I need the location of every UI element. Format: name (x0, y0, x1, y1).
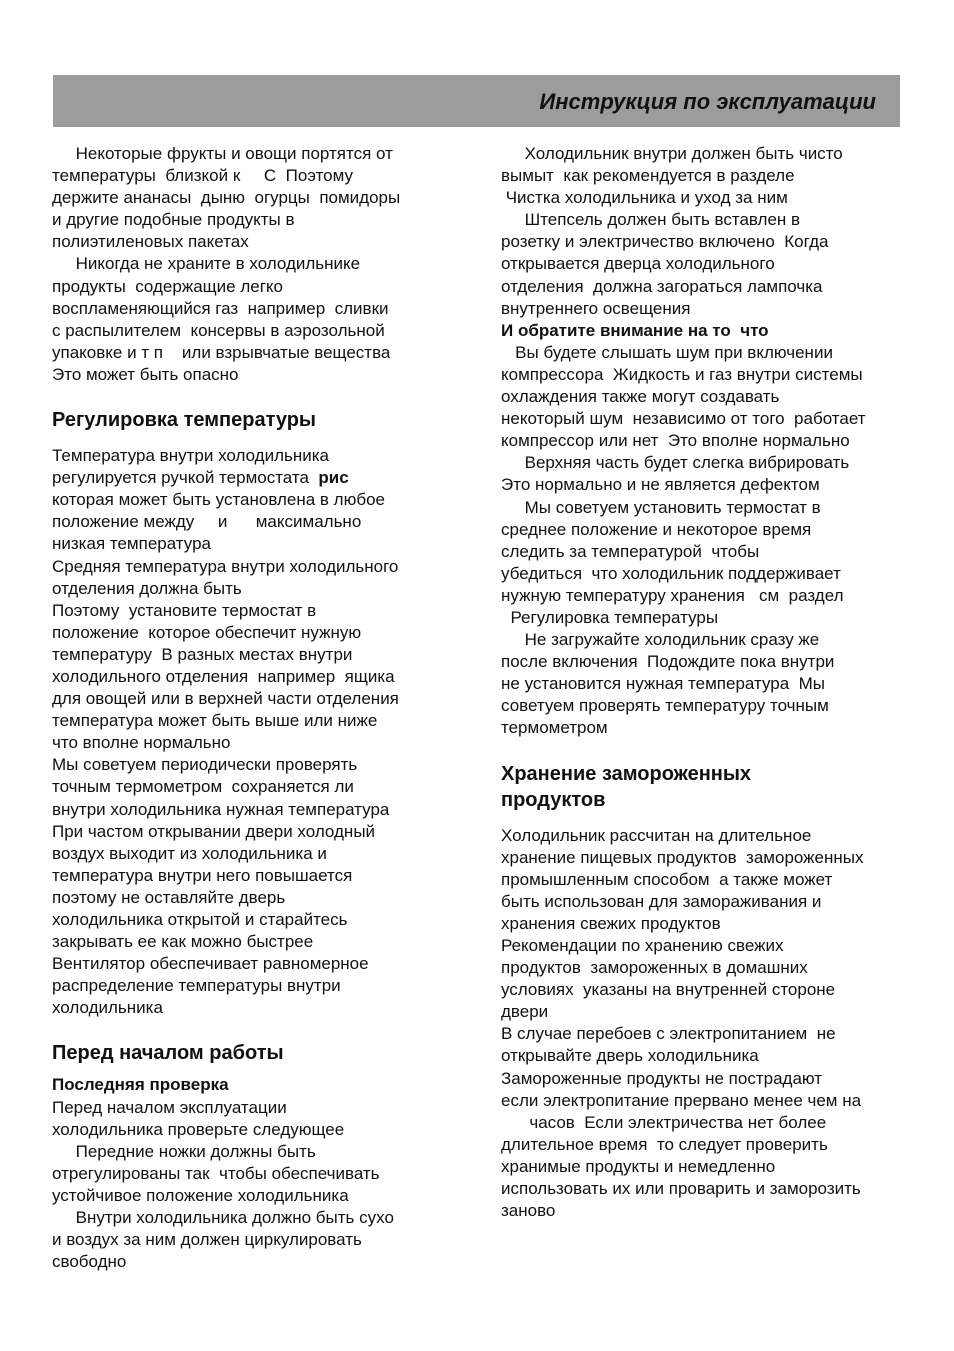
text-line: заново (501, 1201, 556, 1221)
text-line: распределение температуры внутри (52, 976, 341, 996)
text-line: использовать их или проварить и заморозить (501, 1179, 861, 1199)
text-line: открывайте дверь холодильника (501, 1046, 759, 1066)
text-line: Средняя температура внутри холодильного (52, 556, 399, 576)
text-line: температура может быть выше или ниже (52, 711, 378, 731)
text-line: холодильника (52, 998, 163, 1018)
text-line: свободно (52, 1252, 127, 1272)
text-line: температуру В разных местах внутри (52, 644, 353, 664)
text-line: Холодильник рассчитан на длительное (501, 825, 812, 845)
text-line: хранения свежих продуктов (501, 913, 721, 933)
header-bar (53, 75, 900, 127)
frozen-heading-line: Хранение замороженных (501, 762, 752, 785)
text-line: промышленным способом а также может (501, 869, 833, 889)
text-line: внутри холодильника нужная температура (52, 799, 390, 819)
cleaning-paragraph (501, 143, 901, 320)
text-line: хранимые продукты и немедленно (501, 1156, 776, 1176)
text-line: точным термометром сохраняется ли (52, 777, 354, 797)
text-line: среднее положение и некоторое время (501, 519, 812, 539)
text-line: холодильника открытой и старайтесь (52, 910, 348, 929)
frozen-paragraph (501, 825, 901, 1223)
text-line: которая может быть установлена в любое (52, 490, 385, 510)
text-line: отделения должна загораться лампочка (501, 276, 823, 296)
text-line: нужную температуру хранения см раздел (501, 585, 844, 605)
temperature-line (52, 467, 452, 489)
text-line: часов Если электричества нет более (501, 1112, 827, 1132)
text-line: Регулировка температуры (501, 607, 719, 627)
text-line: отделения должна быть (52, 578, 242, 598)
text-line: хранение пищевых продуктов замороженных (501, 847, 864, 867)
text-line: Не загружайте холодильник сразу же (501, 630, 820, 650)
text-line: следить за температурой чтобы (501, 541, 760, 561)
text-line: внутреннего освещения (501, 298, 691, 318)
right-column (501, 143, 901, 1222)
text-line: воспламеняющийся газ например сливки (52, 298, 389, 318)
text-line: компрессора Жидкость и газ внутри системы (501, 364, 863, 384)
text-line: Перед началом эксплуатации (52, 1097, 287, 1117)
text-line: условиях указаны на внутренней стороне (501, 980, 836, 1000)
text-line: и воздух за ним должен циркулировать (52, 1230, 362, 1250)
text-line: В случае перебоев с электропитанием не (501, 1024, 836, 1044)
attention-paragraph (501, 342, 901, 740)
text-line: быть использован для замораживания и (501, 891, 822, 911)
before-start-heading: Перед началом работы (52, 1042, 284, 1065)
text-line: некоторый шум независимо от того работает (501, 409, 866, 429)
text-line: вымыт как рекомендуется в разделе (501, 166, 795, 186)
text-line: Штепсель должен быть вставлен в (501, 210, 801, 230)
page-title: Инструкция по эксплуатации (539, 89, 876, 114)
temperature-line: Температура внутри холодильника (52, 446, 329, 466)
last-check-heading: Последняя проверка (52, 1075, 229, 1095)
text-line: двери (501, 1002, 549, 1022)
text-line: убедиться что холодильник поддерживает (501, 563, 841, 583)
temperature-text: регулируется ручкой термостата (52, 468, 319, 488)
intro-paragraph (52, 143, 452, 386)
text-line: если электропитание прервано менее чем на (501, 1090, 862, 1110)
text-line: холодильника проверьте следующее (52, 1119, 345, 1139)
text-line: Некоторые фрукты и овощи портятся от (52, 144, 393, 163)
text-line: Чистка холодильника и уход за ним (501, 188, 788, 208)
text-line: При частом открывании двери холодный (52, 821, 376, 841)
frozen-heading-line: продуктов (501, 788, 606, 811)
text-line: Холодильник внутри должен быть чисто (501, 144, 843, 163)
text-line: закрывать ее как можно быстрее (52, 932, 314, 952)
text-line: что вполне нормально (52, 733, 231, 753)
text-line: низкая температура (52, 534, 212, 554)
text-line: советуем проверять температуру точным (501, 696, 829, 716)
text-line: Рекомендации по хранению свежих (501, 936, 784, 955)
text-line: Вентилятор обеспечивает равномерное (52, 954, 369, 974)
text-line: с распылителем консервы в аэрозольной (52, 320, 385, 340)
text-line: Мы советуем периодически проверять (52, 755, 358, 775)
text-line: полиэтиленовых пакетах (52, 232, 249, 252)
text-line: Передние ножки должны быть (52, 1141, 316, 1161)
text-line: и другие подобные продукты в (52, 210, 295, 230)
text-line: Вы будете слышать шум при включении (501, 342, 833, 362)
text-line: для овощей или в верхней части отделения (52, 689, 399, 709)
text-line: охлаждения также могут создавать (501, 387, 780, 407)
left-column (52, 143, 452, 1273)
text-line: Никогда не храните в холодильнике (52, 254, 361, 274)
text-line: продуктов замороженных в домашних (501, 958, 808, 978)
text-line: Мы советуем установить термостат в (501, 497, 821, 517)
text-line: продукты содержащие легко (52, 276, 283, 296)
text-line: держите ананасы дыню огурцы помидоры (52, 188, 401, 208)
text-line: розетку и электричество включено Когда (501, 232, 829, 252)
text-line: температура внутри него повышается (52, 865, 353, 885)
text-line: термометром (501, 718, 608, 738)
text-line: Верхняя часть будет слегка вибрировать (501, 453, 850, 473)
text-line: не установится нужная температура Мы (501, 674, 825, 694)
temperature-paragraph (52, 489, 452, 1019)
text-line: устойчивое положение холодильника (52, 1185, 349, 1205)
text-line: упаковке и т п или взрывчатые вещества (52, 342, 391, 362)
text-line: Внутри холодильника должно быть сухо (52, 1208, 394, 1228)
text-line: воздух выходит из холодильника и (52, 843, 327, 863)
text-line: после включения Подождите пока внутри (501, 652, 835, 672)
text-line: Поэтому установите термостат в (52, 600, 317, 620)
text-line: открывается дверца холодильного (501, 254, 775, 274)
text-line: положение которое обеспечит нужную (52, 622, 362, 642)
temperature-heading: Регулировка температуры (52, 409, 317, 432)
text-line: положение между и максимально (52, 512, 362, 532)
text-line: Это может быть опасно (52, 364, 239, 384)
text-line: холодильного отделения например ящика (52, 666, 395, 686)
text-line: компрессор или нет Это вполне нормально (501, 431, 850, 451)
text-line: Это нормально и не является дефектом (501, 475, 820, 495)
text-line: поэтому не оставляйте дверь (52, 887, 286, 907)
text-line: Замороженные продукты не пострадают (501, 1068, 823, 1088)
figure-reference: рис (318, 468, 349, 488)
text-line: температуры близкой к С Поэтому (52, 166, 354, 186)
before-start-paragraph (52, 1097, 452, 1274)
text-line: отрегулированы так чтобы обеспечивать (52, 1163, 380, 1183)
text-line: длительное время то следует проверить (501, 1134, 828, 1154)
attention-heading: И обратите внимание на то что (501, 320, 769, 340)
